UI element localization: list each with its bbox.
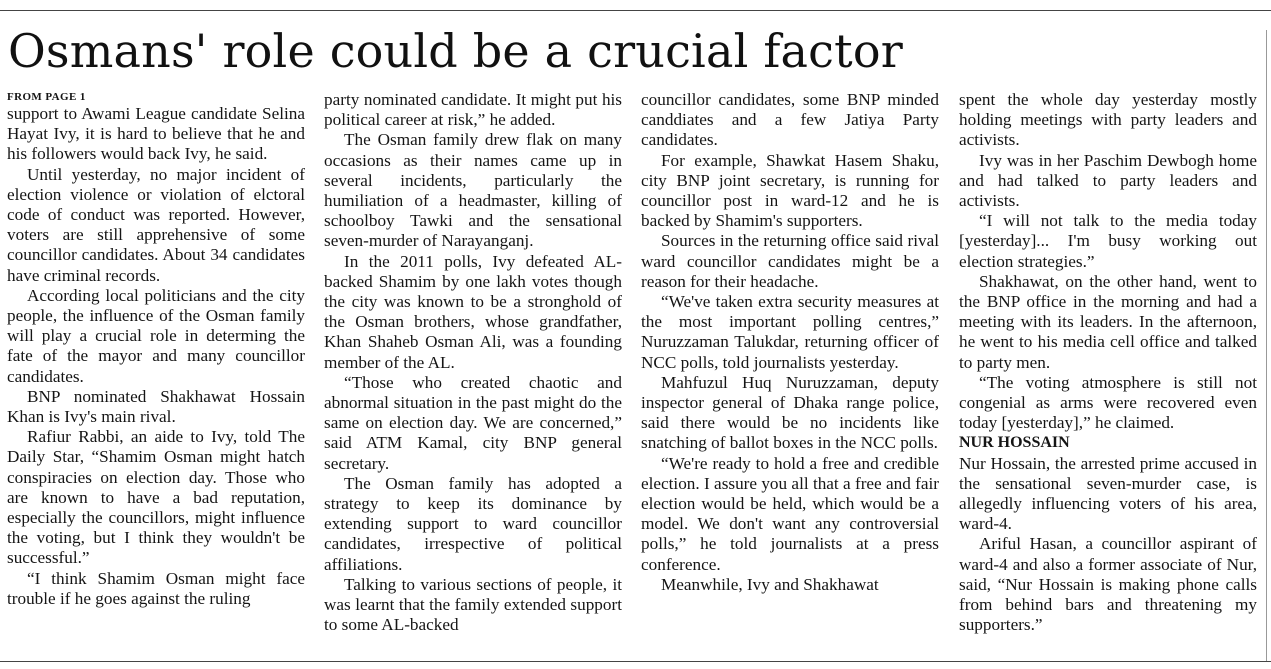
paragraph: The Osman family drew flak on many occasions as their names came up in several incidents, particularly the humiliation of a headmaster, killing of schoolboy Tawki and the sensational seven-murder of Narayanganj. bbox=[324, 130, 622, 251]
paragraph: BNP nominated Shakhawat Hossain Khan is Ivy's main rival. bbox=[7, 386, 305, 427]
article-column-3 bbox=[641, 90, 939, 595]
paragraph: Sources in the returning office said rival ward councillor candidates might be a reason for their headache. bbox=[641, 231, 939, 291]
paragraph: “I will not talk to the media today [yesterday]... I'm busy working out election strategies.” bbox=[959, 211, 1257, 271]
page-edge-line bbox=[1266, 30, 1267, 661]
top-rule bbox=[0, 10, 1271, 11]
paragraph: According local politicians and the city people, the influence of the Osman family will play a crucial role in determing the fate of the mayor and many councillor candidates. bbox=[7, 285, 305, 386]
paragraph: “Those who created chaotic and abnormal situation in the past might do the same on election day. We are concerned,” said ATM Kamal, city BNP general secretary. bbox=[324, 372, 622, 473]
paragraph: Shakhawat, on the other hand, went to the BNP office in the morning and had a meeting with its leaders. In the afternoon, he went to his media cell office and talked to party men. bbox=[959, 271, 1257, 372]
paragraph: Until yesterday, no major incident of election violence or violation of elctoral code of conduct was reported. However, voters are still apprehensive of some councillor candidates. About 34 candidates have criminal records. bbox=[7, 164, 305, 285]
paragraph: “The voting atmosphere is still not congenial as arms were recovered even today [yesterday],” he claimed. bbox=[959, 372, 1257, 433]
paragraph: “We've taken extra security measures at the most important polling centres,” Nuruzzaman Talukdar, returning officer of NCC polls, told journalists yesterday. bbox=[641, 292, 939, 372]
paragraph: “I think Shamim Osman might face trouble if he goes against the ruling bbox=[7, 568, 305, 608]
paragraph: Meanwhile, Ivy and Shakhawat bbox=[661, 574, 879, 594]
paragraph: support to Awami League candidate Selina Hayat Ivy, it is hard to believe that he and his followers would back Ivy, he said. bbox=[7, 104, 305, 164]
subhead: NUR HOSSAIN bbox=[959, 434, 1070, 452]
paragraph: “We're ready to hold a free and credible election. I assure you all that a free and fair election would be held, which would be a model. We don't want any controversial polls,” he told journalists at a press conference. bbox=[641, 453, 939, 574]
paragraph: Nur Hossain, the arrested prime accused in the sensational seven-murder case, is allegedly influencing voters of his area, ward-4. bbox=[959, 453, 1257, 534]
paragraph: For example, Shawkat Hasem Shaku, city BNP joint secretary, is running for councillor post in ward-12 and he is backed by Shamim's supporters. bbox=[641, 150, 939, 231]
paragraph: spent the whole day yesterday mostly holding meetings with party leaders and activists. bbox=[959, 90, 1257, 150]
paragraph: party nominated candidate. It might put his political career at risk,” he added. bbox=[324, 90, 622, 130]
paragraph: Ariful Hasan, a councillor aspirant of ward-4 and also a former associate of Nur, said, “Nur Hossain is making phone calls from behind bars and threatening my supporters.” bbox=[959, 534, 1257, 635]
bottom-rule bbox=[0, 661, 1271, 662]
article-column-2 bbox=[324, 90, 622, 635]
paragraph: Mahfuzul Huq Nuruzzaman, deputy inspector general of Dhaka range police, said there would be no incidents like snatching of ballot boxes in the NCC polls. bbox=[641, 372, 939, 453]
article-column-4 bbox=[959, 90, 1257, 635]
paragraph: Rafiur Rabbi, an aide to Ivy, told The Daily Star, “Shamim Osman might hatch conspiracies on election day. Those who are known to have a bad reputation, especially the councillors, might influence the voting, but I think they wouldn't be successful.” bbox=[7, 427, 305, 568]
continuation-kicker: FROM PAGE 1 bbox=[7, 91, 86, 103]
paragraph: Ivy was in her Paschim Dewbogh home and had talked to party leaders and activists. bbox=[959, 150, 1257, 211]
paragraph: In the 2011 polls, Ivy defeated AL-backed Shamim by one lakh votes though the city was known to be a stronghold of the Osman brothers, whose grandfather, Khan Shaheb Osman Ali, was a founding member of the AL. bbox=[324, 251, 622, 372]
paragraph: Talking to various sections of people, it was learnt that the family extended support to some AL-backed bbox=[324, 574, 622, 635]
headline: Osmans' role could be a crucial factor bbox=[8, 24, 903, 78]
paragraph: The Osman family has adopted a strategy to keep its dominance by extending support to ward councillor candidates, irrespective of political affiliations. bbox=[324, 473, 622, 574]
paragraph: councillor candidates, some BNP minded canddiates and a few Jatiya Party candidates. bbox=[641, 90, 939, 150]
article-column-1 bbox=[7, 90, 305, 609]
